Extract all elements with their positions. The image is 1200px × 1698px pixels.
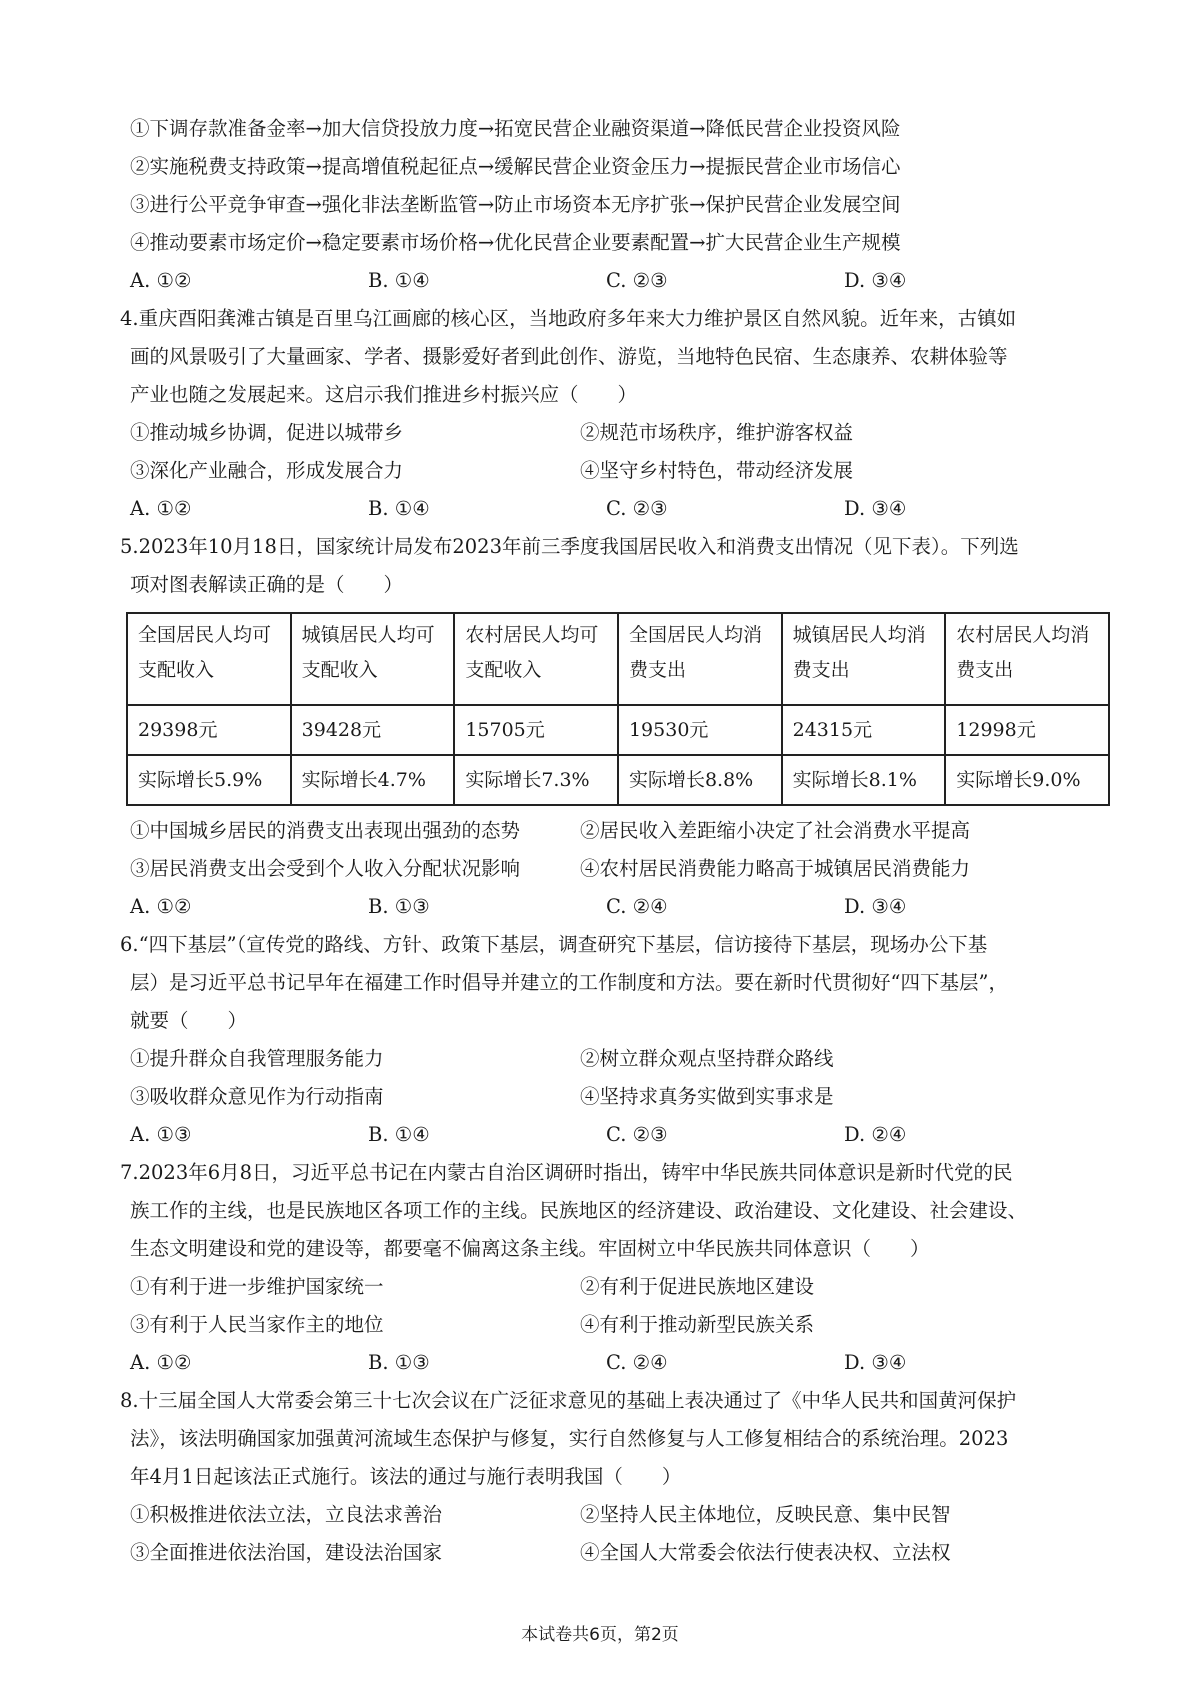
q3-option-2: ②实施税费支持政策→提高增值税起征点→缓解民营企业资金压力→提振民营企业市场信心: [130, 155, 901, 178]
q6-choice-d: D. ②④: [844, 1123, 907, 1146]
q8-option-2: ②坚持人民主体地位，反映民意、集中民智: [580, 1503, 951, 1526]
q4-option-2: ②规范市场秩序，维护游客权益: [580, 421, 854, 444]
table-header-cell: 农村居民人均消费支出: [945, 613, 1109, 705]
q5-stem-line-1: 5.2023年10月18日，国家统计局发布2023年前三季度我国居民收入和消费支出情况（见下表）。下列选: [120, 535, 1019, 558]
q4-stem-line-3: 产业也随之发展起来。这启示我们推进乡村振兴应（ ）: [130, 383, 638, 406]
q7-options-row-2: [120, 1306, 1110, 1344]
q5-choice-c: C. ②④: [606, 895, 668, 918]
table-cell: 24315元: [782, 705, 946, 755]
q8-options-row-1: [120, 1496, 1110, 1534]
table-header-cell: 城镇居民人均消费支出: [782, 613, 946, 705]
q5-option-4: ④农村居民消费能力略高于城镇居民消费能力: [580, 857, 971, 880]
q4-stem-line-1: 4.重庆酉阳龚滩古镇是百里乌江画廊的核心区，当地政府多年来大力维护景区自然风貌。近年来，古镇如: [120, 307, 1017, 330]
q6-option-4: ④坚持求真务实做到实事求是: [580, 1085, 834, 1108]
q5-table-wrapper: [126, 612, 1110, 806]
q8-option-1: ①积极推进依法立法，立良法求善治: [130, 1503, 443, 1526]
page-footer: 本试卷共6页，第2页: [521, 1625, 679, 1645]
table-cell: 实际增长4.7%: [291, 755, 455, 805]
table-cell: 15705元: [454, 705, 618, 755]
q5-choice-a: A. ①②: [130, 895, 192, 918]
q6-choice-b: B. ①④: [368, 1123, 430, 1146]
table-header-cell: 农村居民人均可支配收入: [454, 613, 618, 705]
q3-choice-c: C. ②③: [606, 269, 668, 292]
q4-choices: [120, 490, 1110, 528]
q8-stem-line-3: 年4月1日起该法正式施行。该法的通过与施行表明我国（ ）: [130, 1465, 682, 1488]
q7-option-4: ④有利于推动新型民族关系: [580, 1313, 815, 1336]
q7-choice-d: D. ③④: [844, 1351, 907, 1374]
q4-options-row-1: [120, 414, 1110, 452]
table-cell: 实际增长9.0%: [945, 755, 1109, 805]
table-cell: 实际增长8.1%: [782, 755, 946, 805]
q8-stem-line-1: 8.十三届全国人大常委会第三十七次会议在广泛征求意见的基础上表决通过了《中华人民共和国黄河保护: [120, 1389, 1017, 1412]
table-cell: 实际增长8.8%: [618, 755, 782, 805]
table-cell: 实际增长7.3%: [454, 755, 618, 805]
q6-choice-c: C. ②③: [606, 1123, 668, 1146]
q4-options-row-2: [120, 452, 1110, 490]
table-row-amounts: [127, 705, 1109, 755]
table-row-growth: [127, 755, 1109, 805]
table-header-cell: 城镇居民人均可支配收入: [291, 613, 455, 705]
q5-options-row-1: [120, 812, 1110, 850]
q4-choice-a: A. ①②: [130, 497, 192, 520]
q7-choices: [120, 1344, 1110, 1382]
q6-stem-line-1: 6.“四下基层”（宣传党的路线、方针、政策下基层，调查研究下基层，信访接待下基层，现场办公下基: [120, 933, 988, 956]
q3-option-1: ①下调存款准备金率→加大信贷投放力度→拓宽民营企业融资渠道→降低民营企业投资风险: [130, 117, 901, 140]
q6-option-1: ①提升群众自我管理服务能力: [130, 1047, 384, 1070]
q8-option-3: ③全面推进依法治国，建设法治国家: [130, 1541, 443, 1564]
q3-option-3: ③进行公平竞争审查→强化非法垄断监管→防止市场资本无序扩张→保护民营企业发展空间: [130, 193, 901, 216]
table-cell: 实际增长5.9%: [127, 755, 291, 805]
q6-choices: [120, 1116, 1110, 1154]
table-header-cell: 全国居民人均消费支出: [618, 613, 782, 705]
q6-stem-line-3: 就要（ ）: [130, 1009, 248, 1032]
q7-stem-line-2: 族工作的主线，也是民族地区各项工作的主线。民族地区的经济建设、政治建设、文化建设、社会建设、: [130, 1199, 1028, 1222]
q5-option-3: ③居民消费支出会受到个人收入分配状况影响: [130, 857, 521, 880]
q4-stem-line-2: 画的风景吸引了大量画家、学者、摄影爱好者到此创作、游览，当地特色民宿、生态康养、农耕体验等: [130, 345, 1008, 368]
income-consumption-table: [126, 612, 1110, 806]
q5-option-1: ①中国城乡居民的消费支出表现出强劲的态势: [130, 819, 521, 842]
exam-content: [120, 110, 1110, 1572]
q3-choice-b: B. ①④: [368, 269, 430, 292]
q4-option-3: ③深化产业融合，形成发展合力: [130, 459, 404, 482]
q6-option-3: ③吸收群众意见作为行动指南: [130, 1085, 384, 1108]
q3-choices: [120, 262, 1110, 300]
q7-option-2: ②有利于促进民族地区建设: [580, 1275, 815, 1298]
q5-choices: [120, 888, 1110, 926]
q7-stem-line-3: 生态文明建设和党的建设等，都要毫不偏离这条主线。牢固树立中华民族共同体意识（ ）: [130, 1237, 930, 1260]
q5-stem-line-2: 项对图表解读正确的是（ ）: [130, 573, 404, 596]
q8-option-4: ④全国人大常委会依法行使表决权、立法权: [580, 1541, 951, 1564]
q4-choice-d: D. ③④: [844, 497, 907, 520]
q6-stem-line-2: 层）是习近平总书记早年在福建工作时倡导并建立的工作制度和方法。要在新时代贯彻好“四下基层”，: [130, 971, 1008, 994]
table-header-row: [127, 613, 1109, 705]
q7-options-row-1: [120, 1268, 1110, 1306]
q7-option-3: ③有利于人民当家作主的地位: [130, 1313, 384, 1336]
q6-options-row-2: [120, 1078, 1110, 1116]
table-cell: 19530元: [618, 705, 782, 755]
q5-option-2: ②居民收入差距缩小决定了社会消费水平提高: [580, 819, 971, 842]
q7-choice-b: B. ①③: [368, 1351, 430, 1374]
q7-stem-line-1: 7.2023年6月8日，习近平总书记在内蒙古自治区调研时指出，铸牢中华民族共同体意识是新时代党的民: [120, 1161, 1013, 1184]
q3-option-4: ④推动要素市场定价→稳定要素市场价格→优化民营企业要素配置→扩大民营企业生产规模: [130, 231, 901, 254]
q3-choice-a: A. ①②: [130, 269, 192, 292]
q4-choice-c: C. ②③: [606, 497, 668, 520]
q6-options-row-1: [120, 1040, 1110, 1078]
q5-choice-b: B. ①③: [368, 895, 430, 918]
q4-choice-b: B. ①④: [368, 497, 430, 520]
table-cell: 29398元: [127, 705, 291, 755]
q8-options-row-2: [120, 1534, 1110, 1572]
q7-choice-a: A. ①②: [130, 1351, 192, 1374]
table-header-cell: 全国居民人均可支配收入: [127, 613, 291, 705]
q5-options-row-2: [120, 850, 1110, 888]
table-cell: 39428元: [291, 705, 455, 755]
q7-choice-c: C. ②④: [606, 1351, 668, 1374]
q8-stem-line-2: 法》，该法明确国家加强黄河流域生态保护与修复，实行自然修复与人工修复相结合的系统治理。2023: [130, 1427, 1009, 1450]
q6-choice-a: A. ①③: [130, 1123, 192, 1146]
q7-option-1: ①有利于进一步维护国家统一: [130, 1275, 384, 1298]
q4-option-4: ④坚守乡村特色，带动经济发展: [580, 459, 854, 482]
q5-choice-d: D. ③④: [844, 895, 907, 918]
q6-option-2: ②树立群众观点坚持群众路线: [580, 1047, 834, 1070]
q3-choice-d: D. ③④: [844, 269, 907, 292]
q4-option-1: ①推动城乡协调，促进以城带乡: [130, 421, 404, 444]
table-cell: 12998元: [945, 705, 1109, 755]
